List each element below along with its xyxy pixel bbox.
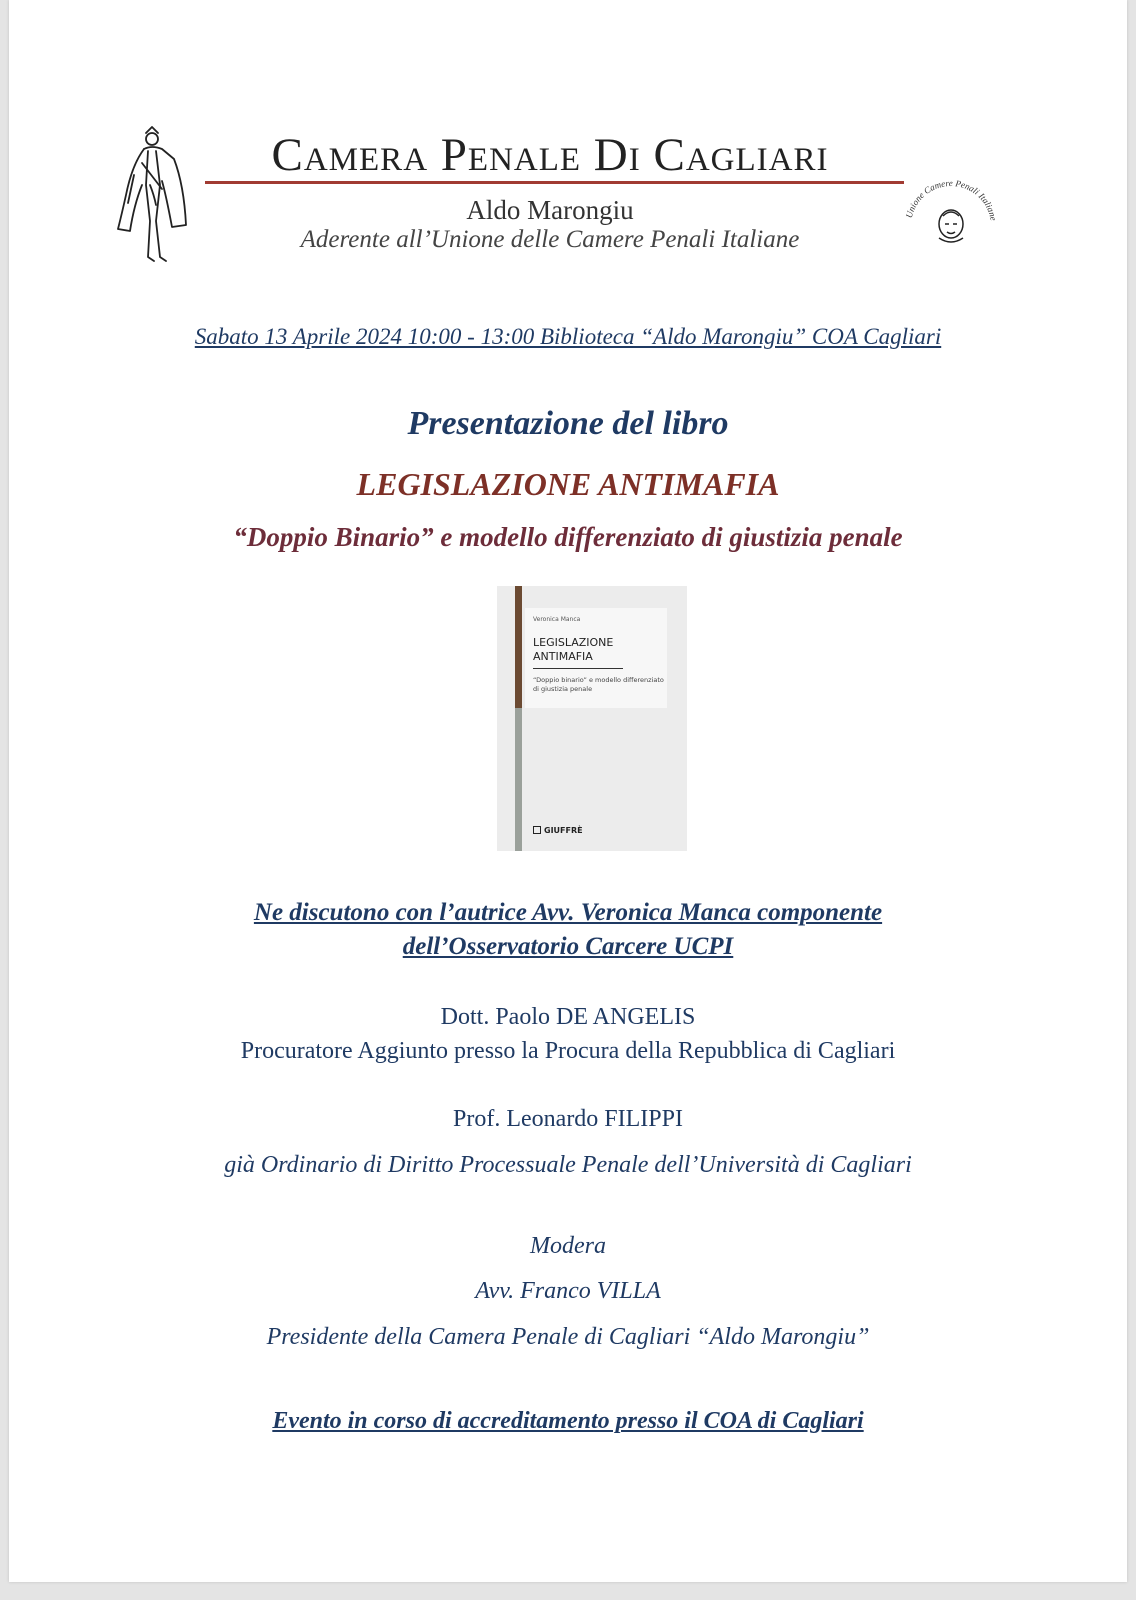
cover-author: Veronica Manca [533,616,581,623]
accreditation-notice: Evento in corso di accreditamento presso il COA di Cagliari [272,1408,864,1434]
speaker-2-role: già Ordinario di Diritto Processuale Penale dell’Università di Cagliari [224,1152,912,1178]
book-subtitle: “Doppio Binario” e modello differenziato di giustizia penale [233,522,903,552]
cover-title [533,636,663,664]
speaker-2-name: Prof. Leonardo FILIPPI [453,1106,683,1132]
discussion-line-1: Ne discutono con l’autrice Avv. Veronica Manca componente [253,899,883,926]
event-date-location: Sabato 13 Aprile 2024 10:00 - 13:00 Biblioteca “Aldo Marongiu” COA Cagliari [194,324,942,349]
cover-spine-bottom [515,708,522,851]
book-cover-image [497,586,687,851]
moderation-label: Modera [530,1233,606,1259]
cover-subtitle: “Doppio binario” e modello differenziato di giustizia penale [533,676,664,693]
header-rule [205,181,904,184]
book-title: LEGISLAZIONE ANTIMAFIA [356,466,780,502]
cover-publisher-logo: GIUFFRÈ [533,826,583,835]
cover-title-line1: LEGISLAZIONE [533,636,614,649]
portrait-icon [939,210,963,242]
statue-logo-icon [104,125,194,270]
discussion-line-2: dell’Osservatorio Carcere UCPI [402,933,734,960]
moderator-name: Avv. Franco VILLA [475,1278,661,1304]
cover-title-line2: ANTIMAFIA [533,650,593,663]
cover-spine-top [515,586,522,708]
cover-rule [533,668,623,669]
speaker-1-role: Procuratore Aggiunto presso la Procura della Repubblica di Cagliari [240,1038,896,1064]
seal-text: Unione Camere Penali Italiane [903,177,999,222]
organization-title: Camera Penale Di Cagliari [271,129,829,181]
svg-text:Unione Camere Penali Italiane [904,178,999,221]
organization-affiliation: Aderente all’Unione delle Camere Penali Italiane [300,226,800,253]
moderator-role: Presidente della Camera Penale di Cagliari “Aldo Marongiu” [266,1324,870,1350]
speaker-1-name: Dott. Paolo DE ANGELIS [440,1004,696,1030]
discussion-intro [0,896,1136,964]
presentation-heading: Presentazione del libro [407,405,729,442]
organization-namesake: Aldo Marongiu [466,195,634,225]
ucpi-seal-logo [897,172,1005,280]
